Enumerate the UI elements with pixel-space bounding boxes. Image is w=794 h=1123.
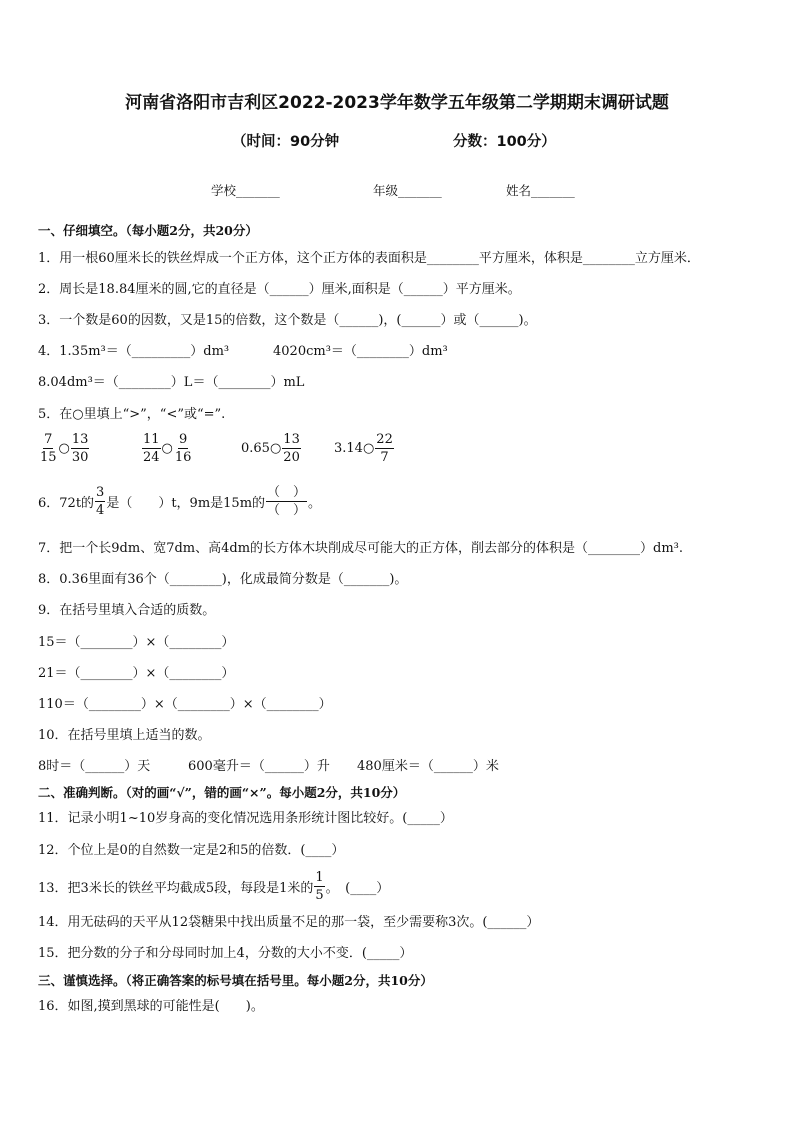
- denominator: 20: [283, 450, 300, 465]
- fraction: [95, 485, 105, 518]
- compare-circle[interactable]: ○: [58, 441, 70, 456]
- numerator: 11: [143, 432, 160, 447]
- numerator-blank[interactable]: （ ）: [267, 485, 307, 500]
- q6-text-start: 6．72t的: [38, 496, 95, 511]
- question-5: 5．在○里填上“>”，“<”或“=”.: [38, 407, 226, 422]
- denominator: 30: [71, 450, 89, 465]
- decimal-and-circle[interactable]: 3.14○: [334, 441, 375, 456]
- q6-text-middle: 是（ ）t，9m是15m的: [106, 496, 266, 511]
- numerator: 22: [376, 432, 393, 447]
- question-4a: 4．1.35m³＝（_________）dm³: [38, 344, 230, 359]
- denominator: 15: [40, 450, 57, 465]
- denominator: 4: [96, 503, 105, 518]
- fraction: [39, 432, 58, 465]
- question-15: 15．把分数的分子和分母同时加上4，分数的大小不变．(_____）: [38, 946, 413, 961]
- question-4b: 4020cm³＝（________）dm³: [273, 344, 448, 359]
- question-11: 11．记录小明1~10岁身高的变化情况选用条形统计图比较好。(_____）: [38, 811, 453, 826]
- q5-compare-c: [241, 432, 302, 465]
- question-7: 7．把一个长9dm、宽7dm、高4dm的长方体木块削成尽可能大的正方体，削去部分的体积是（________）dm³.: [38, 541, 684, 556]
- numerator: 13: [283, 432, 300, 447]
- question-4c: 8.04dm³＝（________）L＝（________）mL: [38, 375, 305, 390]
- question-16: 16．如图,摸到黑球的可能性是( )。: [38, 999, 264, 1014]
- fraction: [375, 432, 394, 465]
- question-8: 8．0.36里面有36个（________)，化成最简分数是（_______)。: [38, 572, 408, 587]
- grade-field[interactable]: 年级_______: [373, 183, 442, 198]
- decimal-and-circle[interactable]: 0.65○: [241, 441, 282, 456]
- section-2-heading: 二、准确判断。（对的画“√”，错的画“×”。每小题2分，共10分）: [38, 785, 406, 800]
- exam-score: 分数：100分）: [453, 134, 556, 150]
- denominator: 7: [380, 450, 389, 465]
- numerator: 7: [44, 432, 53, 447]
- school-field[interactable]: 学校_______: [211, 183, 280, 198]
- q6-text-end: 。: [308, 496, 322, 511]
- question-13: [38, 870, 389, 903]
- question-3: 3．一个数是60的因数，又是15的倍数，这个数是（______)，(______）或（______)。: [38, 313, 537, 328]
- question-1: 1．用一根60厘米长的铁丝焊成一个正方体，这个正方体的表面积是________平方厘米，体积是________立方厘米．: [38, 251, 700, 266]
- exam-time: （时间：90分钟: [232, 134, 340, 150]
- section-1-heading: 一、仔细填空。（每小题2分，共20分）: [38, 223, 258, 238]
- numerator: 13: [71, 432, 89, 447]
- question-9: 9．在括号里填入合适的质数。: [38, 603, 216, 618]
- numerator: 9: [179, 432, 188, 447]
- q5-compare-b: [141, 432, 193, 465]
- section-3-heading: 三、谨慎选择。（将正确答案的标号填在括号里。每小题2分，共10分）: [38, 973, 433, 988]
- denominator-blank[interactable]: （ ）: [267, 503, 307, 518]
- fraction: [282, 432, 301, 465]
- question-9b: 21＝（________）×（________）: [38, 666, 235, 681]
- denominator: 5: [315, 888, 324, 903]
- page-title: 河南省洛阳市吉利区2022-2023学年数学五年级第二学期期末调研试题: [125, 93, 669, 113]
- denominator: 24: [143, 450, 160, 465]
- q13-text-end: 。 (____）: [325, 881, 390, 896]
- question-9c: 110＝（________）×（________）×（________）: [38, 697, 332, 712]
- q5-compare-a: [38, 432, 90, 465]
- name-field[interactable]: 姓名_______: [506, 183, 575, 198]
- question-6: [38, 485, 321, 518]
- question-12: 12．个位上是0的自然数一定是2和5的倍数．(____）: [38, 843, 345, 858]
- numerator: 1: [315, 870, 324, 885]
- q5-compare-d: [334, 432, 395, 465]
- fraction: [314, 870, 324, 903]
- q13-text-start: 13．把3米长的铁丝平均截成5段，每段是1米的: [38, 881, 314, 896]
- fraction: [71, 432, 90, 465]
- compare-circle[interactable]: ○: [161, 441, 173, 456]
- question-10b: 600毫升＝（______）升: [188, 759, 330, 774]
- question-10: 10．在括号里填上适当的数。: [38, 728, 211, 743]
- denominator: 16: [174, 450, 192, 465]
- question-10a: 8时＝（______）天: [38, 759, 151, 774]
- numerator: 3: [96, 485, 105, 500]
- question-9a: 15＝（________）×（________）: [38, 635, 235, 650]
- fraction: [174, 432, 193, 465]
- answer-fraction[interactable]: [266, 485, 307, 518]
- fraction: [142, 432, 161, 465]
- question-10c: 480厘米＝（______）米: [357, 759, 499, 774]
- question-14: 14．用无砝码的天平从12袋糖果中找出质量不足的那一袋，至少需要称3次。(______）: [38, 915, 540, 930]
- question-2: 2．周长是18.84厘米的圆,它的直径是（______）厘米,面积是（______）平方厘米。: [38, 282, 521, 297]
